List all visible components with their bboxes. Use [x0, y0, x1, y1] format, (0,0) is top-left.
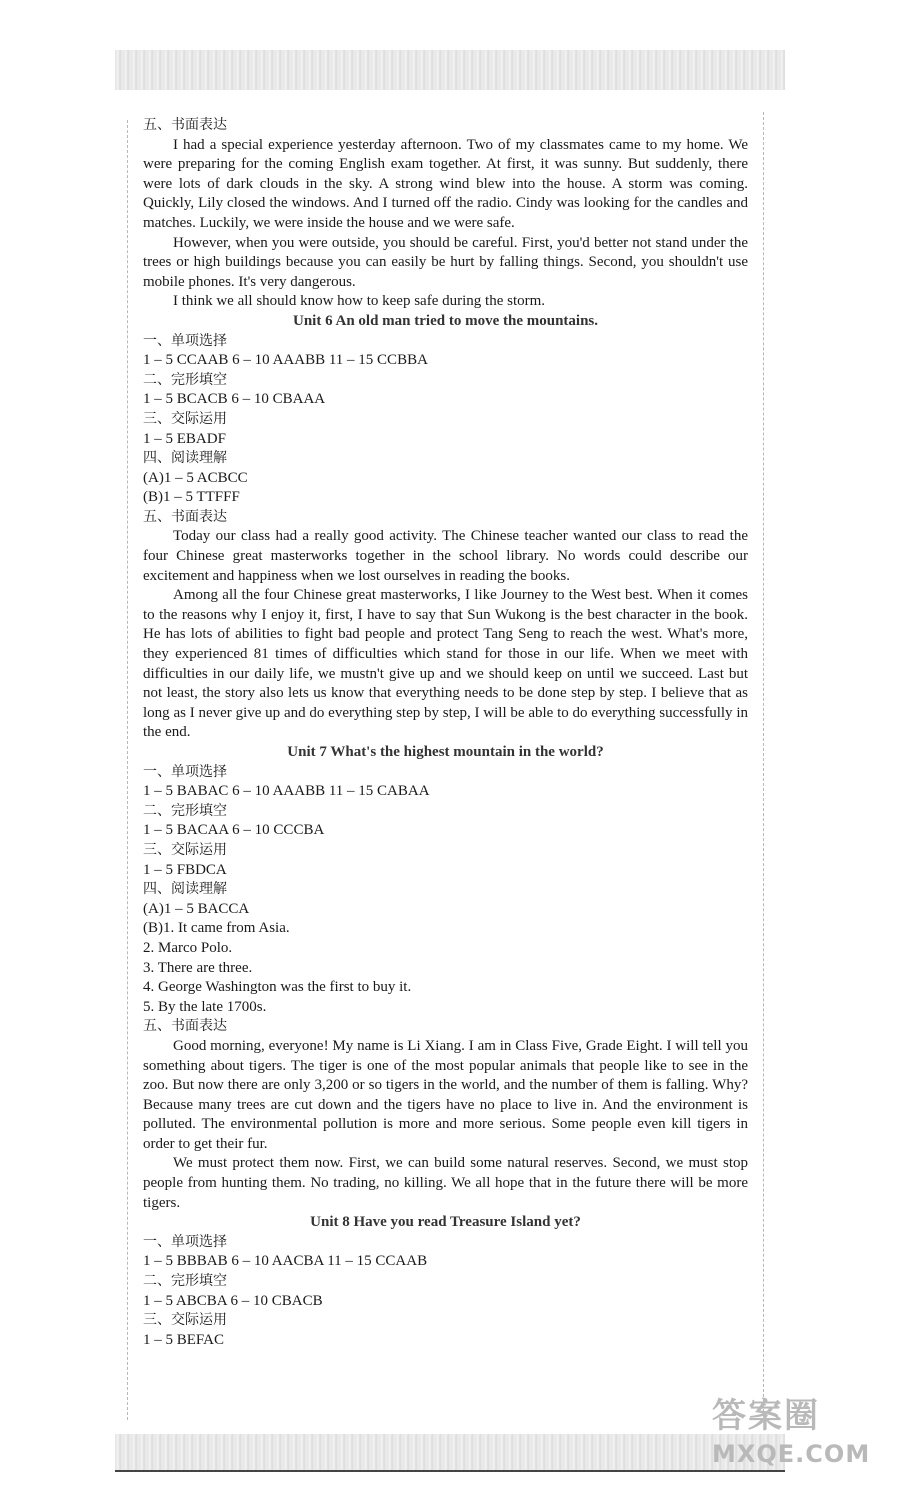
bottom-scan-band	[115, 1434, 785, 1470]
answer-line: (A)1 – 5 BACCA	[143, 900, 250, 917]
essay-paragraph: Good morning, everyone! My name is Li Xiang. I am in Class Five, Grade Eight. I will tell you something about tigers. The tiger is one of the most popular animals that people like to see in the zoo. But now there are only 3,200 or so tigers in the world, and the number of them is falling. Why? Because many trees are cut down and the tigers have no place to live in. And the environment is polluted. The environmental pollution is more and more serious. Some people even kill tigers in order to get their fur.	[143, 1037, 748, 1152]
answer-line: 1 – 5 BEFAC	[143, 1331, 224, 1348]
answer-line: 1 – 5 FBDCA	[143, 861, 227, 878]
answer-line: 5. By the late 1700s.	[143, 998, 267, 1015]
answer-line: 四、阅读理解	[143, 881, 227, 898]
answer-line: 1 – 5 BCACB 6 – 10 CBAAA	[143, 391, 326, 408]
essay-paragraph: We must protect them now. First, we can build some natural reserves. Second, we must stop people from hunting them. No trading, no killing. We all hope that in the future there will be more tigers.	[143, 1155, 748, 1211]
answer-line: 二、完形填空	[143, 802, 227, 819]
unit-heading: Unit 8 Have you read Treasure Island yet?	[310, 1214, 581, 1231]
essay-paragraph: I think we all should know how to keep safe during the storm.	[173, 293, 546, 310]
watermark-logo-text: 答案圈	[712, 1396, 820, 1436]
answer-line: 1 – 5 EBADF	[143, 430, 226, 447]
essay-paragraph: However, when you were outside, you should be careful. First, you'd better not stand under the trees or high buildings because you can easily be hurt by falling things. Second, you shouldn't use mobile phones. It's very dangerous.	[143, 234, 748, 290]
essay-paragraph: Today our class had a really good activity. The Chinese teacher wanted our class to read the four Chinese great masterworks together in the school library. No words could describe our excitement and happiness when we lost ourselves in reading the books.	[143, 528, 748, 584]
unit-heading: Unit 7 What's the highest mountain in the world?	[287, 744, 604, 760]
answer-key-content	[143, 116, 748, 1350]
site-watermark	[712, 1392, 892, 1482]
unit-heading: Unit 6 An old man tried to move the mountains.	[292, 312, 599, 329]
answer-line: 一、单项选择	[143, 763, 227, 780]
essay-paragraph: Among all the four Chinese great masterworks, I like Journey to the West best. When it comes to the reasons why I enjoy it, first, I have to say that Sun Wukong is the best character in the book. He has lots of abilities to fight bad people and protect Tang Seng to reach the west. What's more, they experienced 81 times of difficulties which stand for those in our life. When we meet with difficulties in our daily life, we mustn't give up and we should keep on until we succeed. Last but not least, the story also lets us know that everything needs to be done step by step. I believe that as long as I never give up and do everything step by step, I will be able to do everything successfully in the end.	[143, 587, 748, 741]
answer-line: 3. There are three.	[143, 959, 253, 976]
answer-line: 1 – 5 BBBAB 6 – 10 AACBA 11 – 15 CCAAB	[143, 1253, 428, 1270]
answer-line: 四、阅读理解	[143, 450, 227, 467]
essay-paragraph: I had a special experience yesterday afternoon. Two of my classmates came to my home. We were preparing for the coming English exam together. At first, it was sunny. But suddenly, there were lots of dark clouds in the sky. A strong wind blew into the house. A storm was coming. Quickly, Lily closed the windows. And I turned off the radio. Cindy was looking for the candles and matches. Luckily, we were inside the house and we were safe.	[143, 136, 748, 231]
bottom-rule	[115, 1470, 785, 1472]
answer-line: 1 – 5 BACAA 6 – 10 CCCBA	[143, 822, 325, 839]
answer-line: 1 – 5 CCAAB 6 – 10 AAABB 11 – 15 CCBBA	[143, 352, 428, 369]
answer-line: (A)1 – 5 ACBCC	[143, 469, 248, 486]
right-margin-dashes	[763, 112, 764, 1422]
left-margin-dashes	[127, 120, 128, 1420]
answer-line: 2. Marco Polo.	[143, 939, 233, 956]
answer-line: 一、单项选择	[143, 1233, 227, 1250]
essay-paragraph-group	[143, 136, 748, 312]
answer-line: 1 – 5 BABAC 6 – 10 AAABB 11 – 15 CABAA	[143, 783, 430, 800]
answer-line: 五、书面表达	[143, 508, 227, 525]
answer-line: 三、交际运用	[143, 410, 227, 427]
answer-line: 二、完形填空	[143, 1273, 227, 1290]
answer-line: 三、交际运用	[143, 841, 227, 858]
answer-line: (B)1 – 5 TTFFF	[143, 489, 240, 506]
answer-line: 1 – 5 ABCBA 6 – 10 CBACB	[143, 1292, 323, 1309]
essay-paragraph-group	[143, 1037, 748, 1213]
top-scan-band	[115, 50, 785, 90]
answer-line: (B)1. It came from Asia.	[143, 920, 290, 937]
answer-line: 4. George Washington was the first to buy it.	[143, 979, 412, 996]
answer-line: 三、交际运用	[143, 1312, 227, 1329]
answer-line: 一、单项选择	[143, 332, 227, 349]
answer-line: 五、书面表达	[143, 117, 227, 133]
watermark-url: MXQE.COM	[712, 1440, 871, 1468]
answer-line: 二、完形填空	[143, 371, 227, 388]
answer-line: 五、书面表达	[143, 1018, 227, 1035]
essay-paragraph-group	[143, 527, 748, 743]
